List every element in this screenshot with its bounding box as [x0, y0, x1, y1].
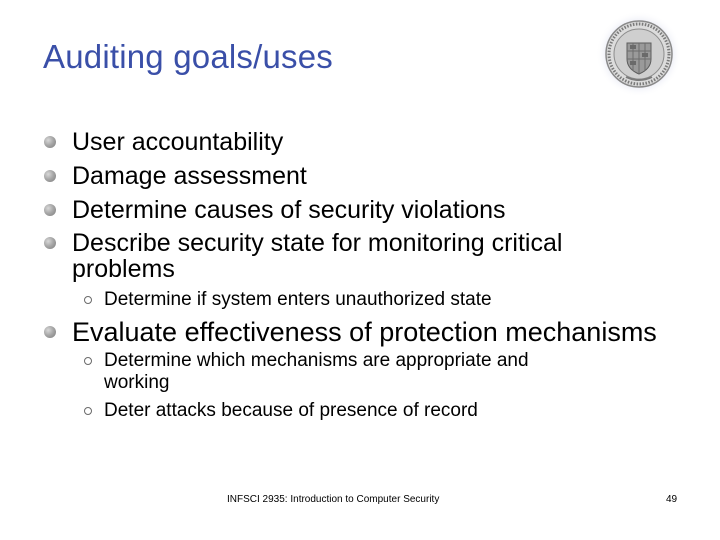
slide-footer: INFSCI 2935: Introduction to Computer Security	[227, 494, 440, 505]
sub-bullet-text: Determine if system enters unauthorized state	[104, 289, 492, 310]
sub-bullet-text: Determine which mechanisms are appropriate and	[104, 350, 529, 371]
bullet-dot-icon	[44, 204, 56, 216]
bullet-text: Describe security state for monitoring critical	[72, 229, 563, 257]
bullet-text: Evaluate effectiveness of protection mechanisms	[72, 317, 657, 347]
university-seal-icon	[596, 11, 682, 97]
bullet-text: User accountability	[72, 128, 284, 156]
slide-title: Auditing goals/uses	[43, 38, 333, 75]
bullet-text: Determine causes of security violations	[72, 196, 506, 224]
bullet-text: Damage assessment	[72, 162, 307, 190]
sub-bullet-ring-icon	[84, 296, 92, 304]
bullet-dot-icon	[44, 237, 56, 249]
sub-bullet-ring-icon	[84, 407, 92, 415]
page-number: 49	[666, 494, 678, 505]
bullet-text-continued: problems	[72, 255, 175, 283]
bullet-dot-icon	[44, 170, 56, 182]
sub-bullet-ring-icon	[84, 357, 92, 365]
bullet-dot-icon	[44, 326, 56, 338]
sub-bullet-text: Deter attacks because of presence of record	[104, 400, 478, 421]
sub-bullet-text-continued: working	[104, 372, 170, 393]
bullet-dot-icon	[44, 136, 56, 148]
